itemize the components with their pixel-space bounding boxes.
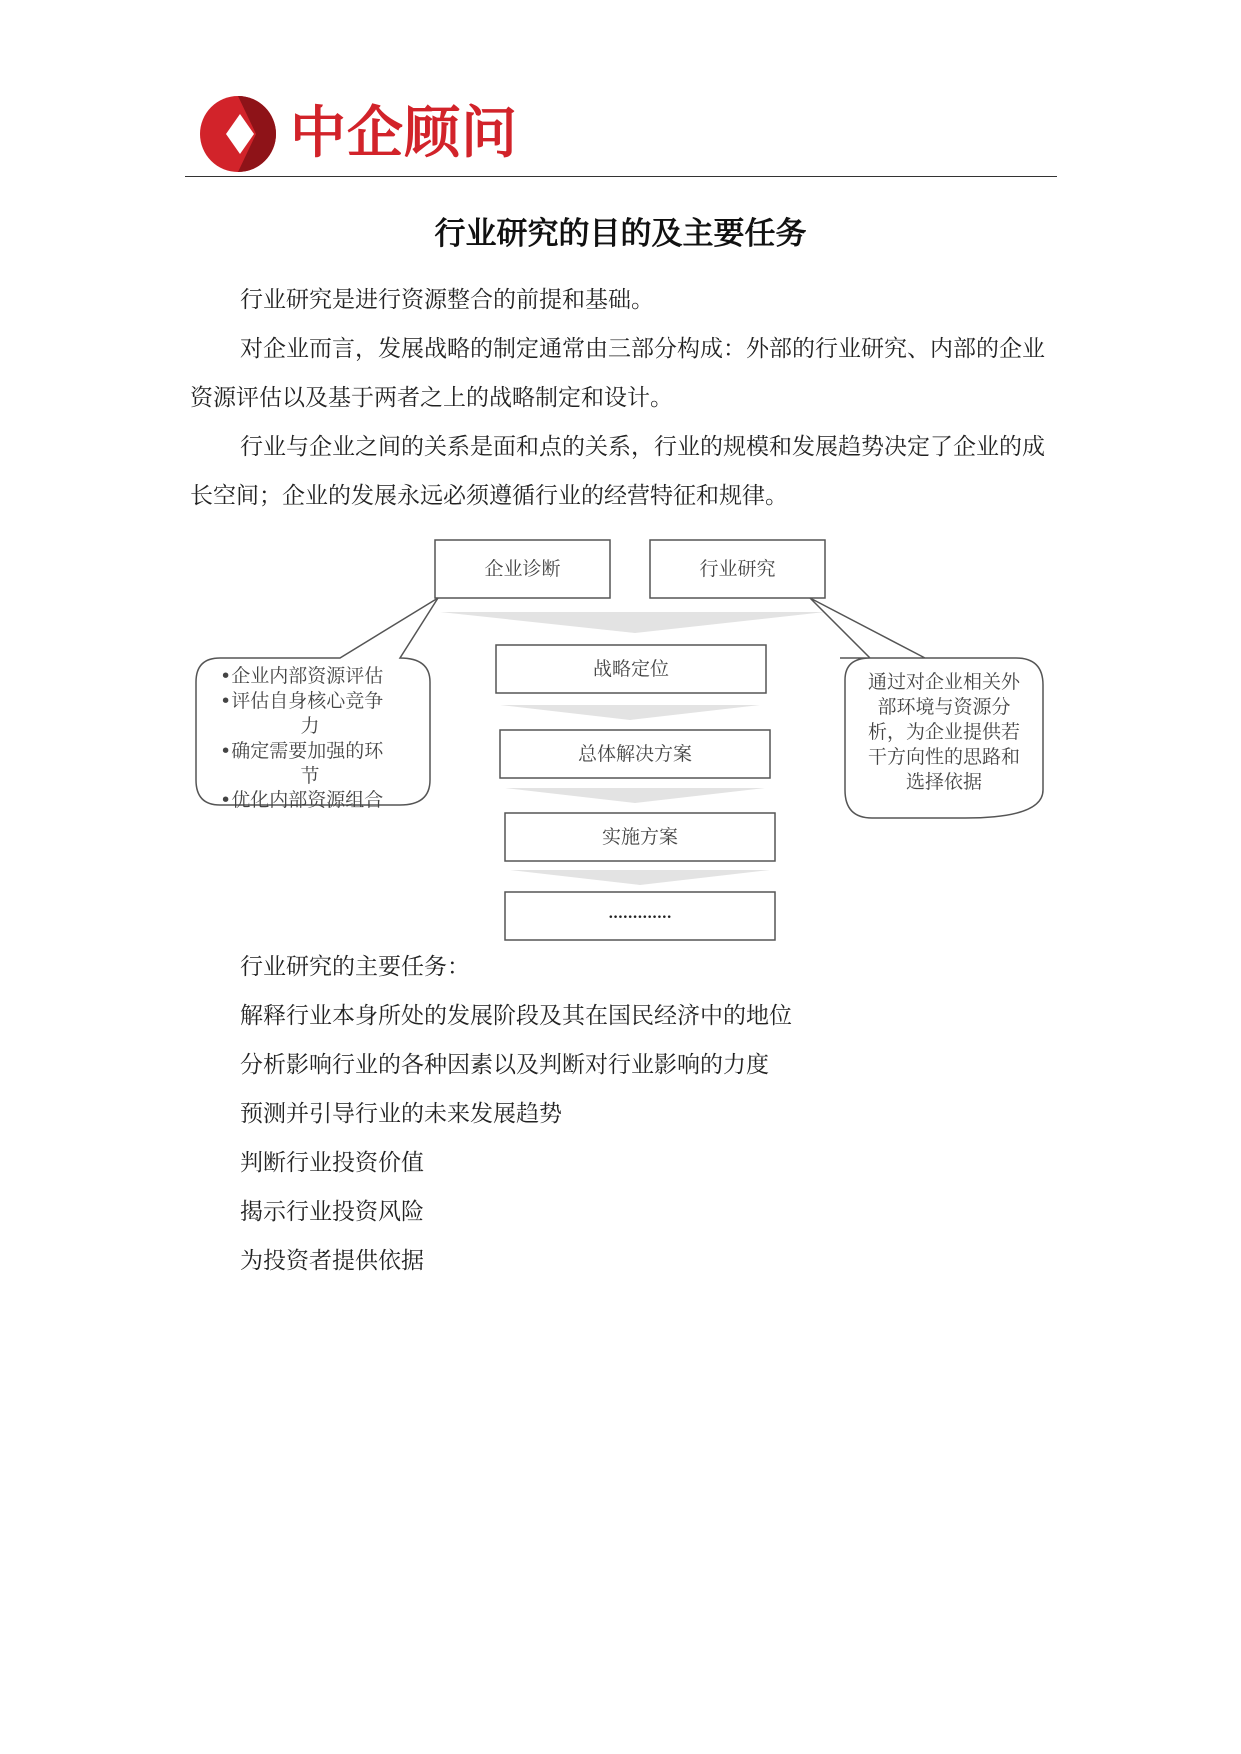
funnel-arrow-4 bbox=[510, 870, 770, 885]
research-diagram bbox=[190, 530, 1070, 950]
left-callout-line-4: •确定需要加强的环 bbox=[220, 740, 384, 762]
header-divider bbox=[185, 176, 1057, 177]
left-callout-line-2: •评估自身核心竞争 bbox=[220, 690, 384, 712]
company-logo bbox=[196, 92, 296, 176]
flow-step-3: 实施方案 bbox=[601, 826, 678, 848]
funnel-arrow-3 bbox=[505, 788, 765, 803]
flow-step-1: 战略定位 bbox=[592, 658, 669, 680]
funnel-arrow-1 bbox=[440, 612, 825, 633]
left-callout-line-3: 力 bbox=[300, 715, 320, 737]
task-item: 预测并引导行业的未来发展趋势 bbox=[240, 1101, 562, 1127]
flow-step-4: ............. bbox=[608, 906, 672, 922]
page-title: 行业研究的目的及主要任务 bbox=[434, 216, 807, 252]
right-callout-line-2: 部环境与资源分 bbox=[877, 696, 1011, 718]
flow-step-2: 总体解决方案 bbox=[577, 743, 692, 765]
task-item: 判断行业投资价值 bbox=[240, 1150, 424, 1176]
paragraph-1: 行业研究是进行资源整合的前提和基础。 bbox=[240, 287, 654, 313]
right-callout-line-4: 干方向性的思路和 bbox=[867, 746, 1020, 768]
task-item: 为投资者提供依据 bbox=[240, 1248, 424, 1274]
box-enterprise-diagnosis-label: 企业诊断 bbox=[484, 558, 561, 580]
right-callout-line-1: 通过对企业相关外 bbox=[867, 671, 1020, 693]
task-item: 解释行业本身所处的发展阶段及其在国民经济中的地位 bbox=[240, 1003, 792, 1029]
left-callout-line-6: •优化内部资源组合 bbox=[220, 789, 384, 811]
tasks-heading: 行业研究的主要任务： bbox=[240, 954, 470, 980]
paragraph-3: 行业与企业之间的关系是面和点的关系，行业的规模和发展趋势决定了企业的成长空间；企业的发展永远必须遵循行业的经营特征和规律。 bbox=[190, 434, 1045, 509]
box-industry-research-label: 行业研究 bbox=[699, 558, 776, 580]
task-item: 揭示行业投资风险 bbox=[240, 1199, 424, 1225]
paragraph-2: 对企业而言，发展战略的制定通常由三部分构成：外部的行业研究、内部的企业资源评估以及基于两者之上的战略制定和设计。 bbox=[190, 336, 1045, 411]
funnel-arrow-2 bbox=[500, 705, 760, 720]
right-callout-line-3: 析，为企业提供若 bbox=[867, 721, 1020, 743]
left-callout-line-5: 节 bbox=[300, 765, 320, 787]
company-logo-text: 中企顾问 bbox=[290, 101, 518, 166]
right-callout-line-5: 选择依据 bbox=[905, 771, 982, 793]
left-callout-line-1: •企业内部资源评估 bbox=[220, 665, 384, 687]
task-item: 分析影响行业的各种因素以及判断对行业影响的力度 bbox=[240, 1052, 769, 1078]
